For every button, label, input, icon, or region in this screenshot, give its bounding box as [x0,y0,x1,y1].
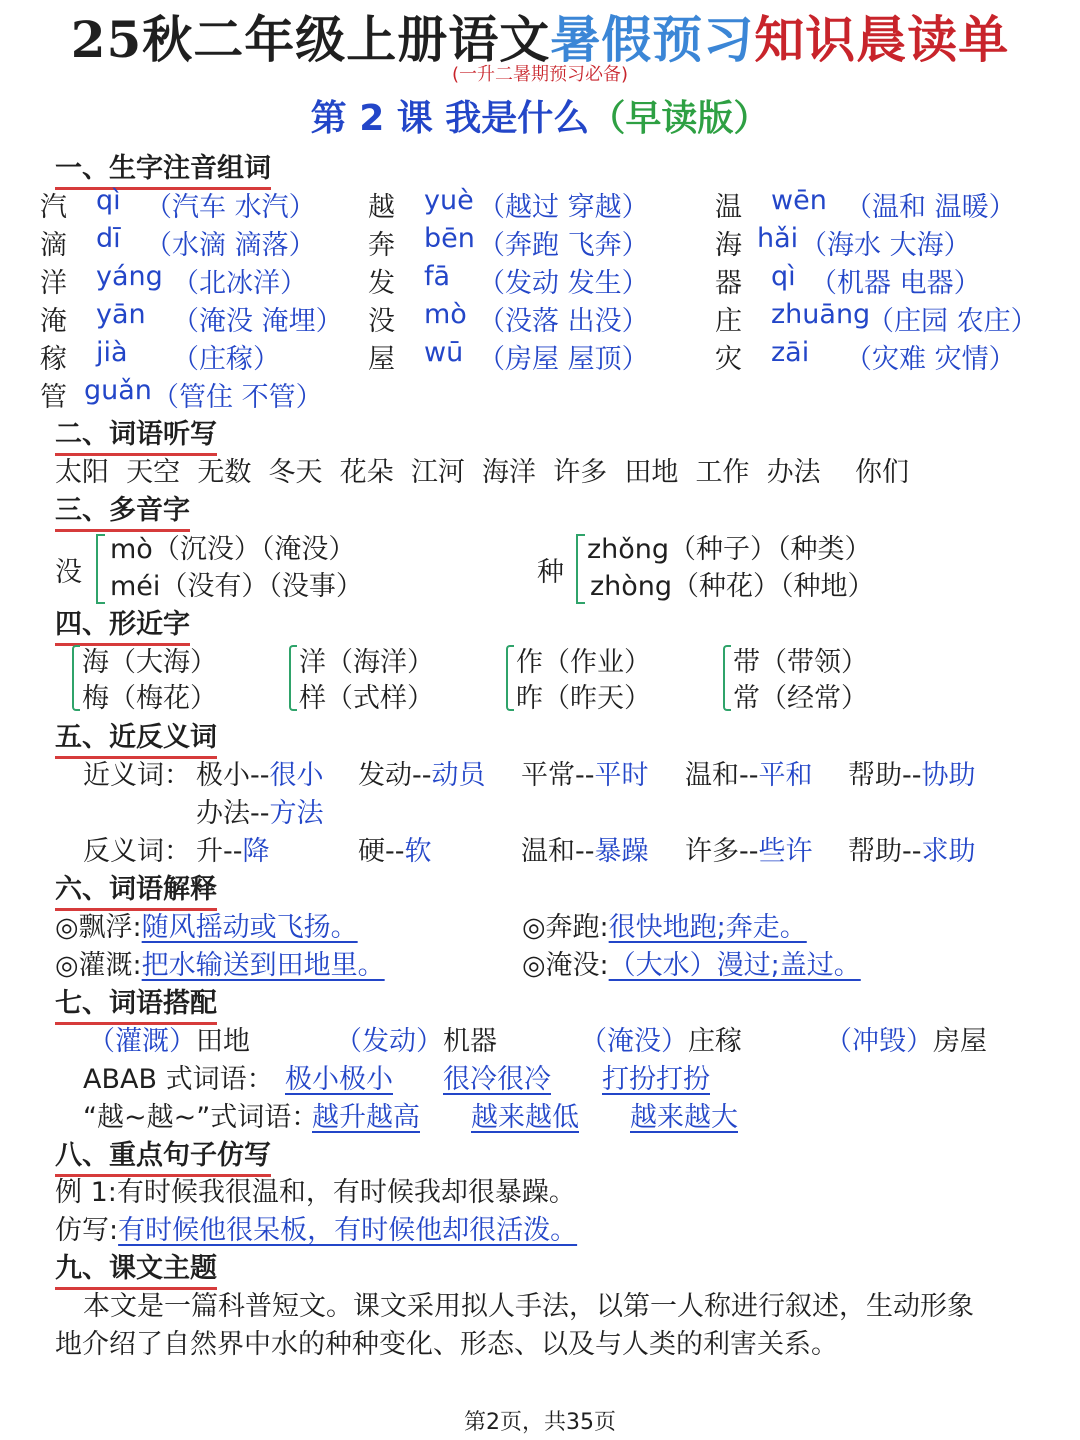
collocation: （灌溉）田地 [88,1026,250,1057]
bracket [723,645,731,711]
synonym-pair: 办法--方法 [196,798,324,829]
title-part-2: 暑假预习 [550,10,755,69]
yue-word: 越来越大 [630,1102,738,1133]
abab-label: ABAB 式词语： [83,1064,274,1095]
bracket [576,534,585,604]
bracket [289,645,297,711]
section-8-heading: 八、重点句子仿写 [55,1133,271,1177]
list-item: 发 fā （发动 发生） [368,261,649,299]
similar-char: 梅（梅花） [82,683,217,714]
theme-text-line: 本文是一篇科普短文。课文采用拟人手法，以第一人称进行叙述，生动形象 [83,1291,974,1322]
yue-word: 越升越高 [312,1102,420,1133]
antonym-pair: 许多--些许 [685,836,813,867]
list-item: 温 wēn （温和 温暖） [715,185,1016,223]
list-item: 庄 zhuāng （庄园 农庄） [715,299,1038,337]
antonym-pair: 帮助--求助 [848,836,976,867]
section-2-heading: 二、词语听写 [55,412,217,456]
list-item: 汽 qì （汽车 水汽） [40,185,316,223]
definition-item: ◎淹没:（大水）漫过;盖过。 [522,950,861,981]
section-7-heading: 七、词语搭配 [55,981,217,1025]
polyphone-char: 没 [55,557,82,588]
list-item: 越 yuè （越过 穿越） [368,185,649,223]
list-item: 奔 bēn （奔跑 飞奔） [368,223,649,261]
antonym-pair: 升--降 [196,836,270,867]
definition-item: ◎灌溉:把水输送到田地里。 [55,950,385,981]
synonym-pair: 平常--平时 [521,760,649,791]
example-sentence: 例 1:有时候我很温和，有时候我却很暴躁。 [55,1177,576,1208]
list-item: 淹 yān （淹没 淹埋） [40,299,343,337]
similar-char: 洋（海洋） [299,647,434,678]
lesson-title [0,90,1080,141]
title-part-1: 25秋二年级上册语文 [70,10,551,69]
similar-char: 样（式样） [299,683,434,714]
bracket [72,645,80,711]
abab-word: 打扮打扮 [602,1064,710,1095]
imitation-sentence: 仿写:有时候他很呆板，有时候他却很活泼。 [55,1215,578,1246]
synonym-pair: 温和--平和 [685,760,813,791]
list-item: 管 guǎn （管住 不管） [40,375,323,413]
abab-word: 极小极小 [285,1064,393,1095]
polyphone-line: zhòng（种花）（种地） [590,571,875,602]
similar-char: 昨（昨天） [516,683,651,714]
bracket [506,645,514,711]
bracket [96,534,105,604]
collocation: （淹没）庄稼 [580,1026,742,1057]
list-item: 灾 zāi （灾难 灾情） [715,337,1016,375]
polyphone-line: mò（沉没）（淹没） [110,534,356,565]
dictation-words: 太阳 天空 无数 冬天 花朵 江河 海洋 许多 田地 工作 办法 你们 [55,457,909,488]
lesson-version: （早读版） [589,98,770,139]
list-item: 海 hǎi （海水 大海） [715,223,971,261]
section-5-heading: 五、近反义词 [55,715,217,759]
antonym-label: 反义词： [83,836,191,867]
list-item: 洋 yáng （北冰洋） [40,261,307,299]
definition-item: ◎飘浮:随风摇动或飞扬。 [55,912,358,943]
polyphone-line: méi（没有）（没事） [110,571,363,602]
section-6-heading: 六、词语解释 [55,867,217,911]
yue-word: 越来越低 [471,1102,579,1133]
page-number: 第2页，共35页 [464,1410,616,1435]
polyphone-char: 种 [537,557,564,588]
antonym-pair: 硬--软 [358,836,432,867]
synonym-pair: 极小--很小 [196,760,324,791]
section-1-heading: 一、生字注音组词 [55,146,271,190]
section-4-heading: 四、形近字 [55,602,190,646]
synonym-pair: 帮助--协助 [848,760,976,791]
similar-char: 常（经常） [733,683,868,714]
similar-char: 作（作业） [516,647,651,678]
title-part-3: 知识晨读单 [754,10,1010,69]
similar-char: 带（带领） [733,647,868,678]
yue-label: “越~越~”式词语： [83,1102,319,1133]
synonym-pair: 发动--动员 [358,760,486,791]
lesson-name: 第 2 课 我是什么 [310,98,590,139]
theme-text-line: 地介绍了自然界中水的种种变化、形态、以及与人类的利害关系。 [55,1329,838,1360]
section-9-heading: 九、课文主题 [55,1246,217,1290]
abab-word: 很冷很冷 [443,1064,551,1095]
collocation: （发动）机器 [335,1026,497,1057]
list-item: 没 mò （没落 出没） [368,299,649,337]
similar-char: 海（大海） [82,647,217,678]
list-item: 稼 jià （庄稼） [40,337,280,375]
polyphone-line: zhǒng（种子）（种类） [587,534,872,565]
list-item: 器 qì （机器 电器） [715,261,981,299]
definition-item: ◎奔跑:很快地跑;奔走。 [522,912,807,943]
subtitle: (一升二暑期预习必备) [451,64,629,85]
antonym-pair: 温和--暴躁 [521,836,649,867]
collocation: （冲毁）房屋 [825,1026,987,1057]
section-3-heading: 三、多音字 [55,488,190,532]
synonym-label: 近义词： [83,760,191,791]
list-item: 滴 dī （水滴 滴落） [40,223,316,261]
list-item: 屋 wū （房屋 屋顶） [368,337,649,375]
